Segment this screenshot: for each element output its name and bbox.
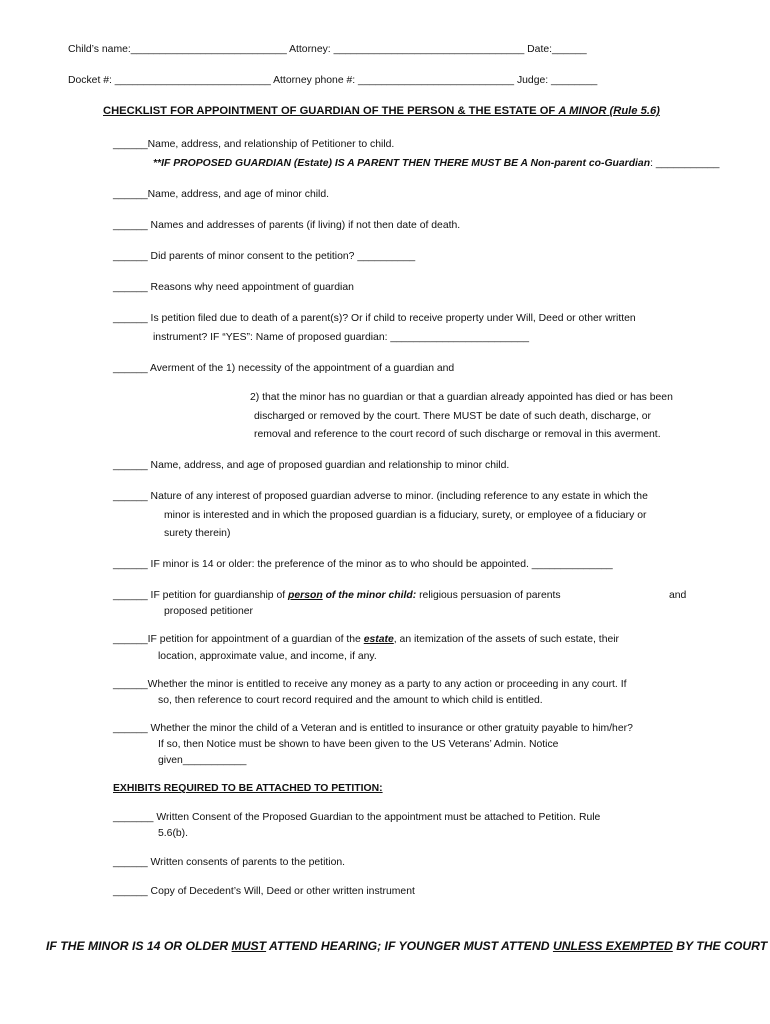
footer-unless-exempted: UNLESS EXEMPTED	[552, 939, 673, 953]
exhibit-decedent-will: ______ Copy of Decedent’s Will, Deed or other written instrument	[113, 886, 415, 897]
item-averment-line1: ______ Averment of the 1) necessity of the appointment of a guardian and	[113, 363, 455, 374]
title-rule: (Rule 5.6)	[609, 105, 660, 117]
person-c: of the minor child:	[322, 590, 417, 601]
exhibits-heading: EXHIBITS REQUIRED TO BE ATTACHED TO PETITION:	[113, 783, 383, 794]
header-line-2: Docket #: ___________________________ Attorney phone #: ___________________________ Judge: ________	[68, 75, 598, 86]
item-money-line1: ______Whether the minor is entitled to receive any money as a party to any action or proceeding in any court. If	[113, 679, 627, 690]
item-death-line2: instrument? IF “YES”: Name of proposed guardian: ________________________	[153, 332, 530, 343]
item-parents: ______ Names and addresses of parents (if living) if not then date of death.	[113, 220, 461, 231]
person-word: person	[288, 590, 323, 601]
person-d: religious persuasion of parents	[416, 590, 561, 601]
item-averment-line3: discharged or removed by the court. There MUST be date of such death, discharge, or	[254, 411, 651, 422]
footer-c: ATTEND HEARING; IF YOUNGER MUST ATTEND	[266, 939, 553, 953]
item-adverse-line3: surety therein)	[164, 528, 231, 539]
estate-word: estate	[363, 634, 394, 645]
person-a: ______ IF petition for guardianship of	[113, 590, 289, 601]
item-averment-line2: 2) that the minor has no guardian or that a guardian already appointed has died or has been	[250, 392, 673, 403]
exhibit-consent-line2: 5.6(b).	[158, 828, 189, 839]
item-adverse-line1: ______ Nature of any interest of proposed guardian adverse to minor. (including reference to any estate in which the	[113, 491, 648, 502]
estate-a: ______IF petition for appointment of a guardian of the	[113, 634, 364, 645]
item-money-line2: so, then reference to court record required and the amount to which child is entitled.	[158, 695, 543, 706]
exhibit-consent-line1: _______ Written Consent of the Proposed Guardian to the appointment must be attached to Petition. Rule	[113, 812, 601, 823]
item-death-line1: ______ Is petition filed due to death of a parent(s)? Or if child to receive property under Will, Deed or other written	[113, 313, 636, 324]
estate-c: , an itemization of the assets of such estate, their	[393, 634, 620, 645]
header-line-1: Child’s name:___________________________ Attorney: _________________________________ Date:______	[68, 44, 587, 55]
footer-e: BY THE COURT	[672, 939, 768, 953]
footer-notice	[46, 940, 767, 953]
item-proposed-guardian: ______ Name, address, and age of proposed guardian and relationship to minor child.	[113, 460, 510, 471]
item-adverse-line2: minor is interested and in which the proposed guardian is a fiduciary, surety, or employee of a fiduciary or	[164, 510, 647, 521]
item-reasons: ______ Reasons why need appointment of guardian	[113, 282, 354, 293]
note-text: **IF PROPOSED GUARDIAN (Estate) IS A PARENT THEN THERE MUST BE A Non-parent co-Guardian	[153, 158, 651, 169]
item-veteran-line3: given___________	[158, 755, 247, 766]
item-over-14: ______ IF minor is 14 or older: the preference of the minor as to who should be appointed. ______________	[113, 559, 613, 570]
title-main: CHECKLIST FOR APPOINTMENT OF GUARDIAN OF THE PERSON & THE ESTATE OF	[103, 105, 559, 117]
title-minor: A MINOR	[558, 105, 607, 117]
exhibit-parent-consents: ______ Written consents of parents to the petition.	[113, 857, 346, 868]
footer-a: IF THE MINOR IS 14 OR OLDER	[46, 939, 232, 953]
footer-must: MUST	[231, 939, 267, 953]
item-minor-info: ______Name, address, and age of minor child.	[113, 189, 330, 200]
page-title	[103, 105, 660, 118]
item-person-line2: proposed petitioner	[164, 606, 253, 617]
item-estate-line1	[113, 633, 619, 646]
item-consent: ______ Did parents of minor consent to the petition? __________	[113, 251, 416, 262]
item-veteran-line1: ______ Whether the minor the child of a Veteran and is entitled to insurance or other gratuity payable to him/her?	[113, 723, 633, 734]
item-averment-line4: removal and reference to the court record of such discharge or removal in this averment.	[254, 429, 661, 440]
item-petitioner: ______Name, address, and relationship of Petitioner to child.	[113, 139, 395, 150]
item-estate-line2: location, approximate value, and income, if any.	[158, 651, 377, 662]
item-person-and: and	[669, 590, 687, 601]
note-blank: : ___________	[650, 158, 720, 169]
item-veteran-line2: If so, then Notice must be shown to have been given to the US Veterans’ Admin. Notice	[158, 739, 559, 750]
item-person-line1	[113, 589, 561, 602]
parent-cogardian-note	[153, 157, 719, 170]
